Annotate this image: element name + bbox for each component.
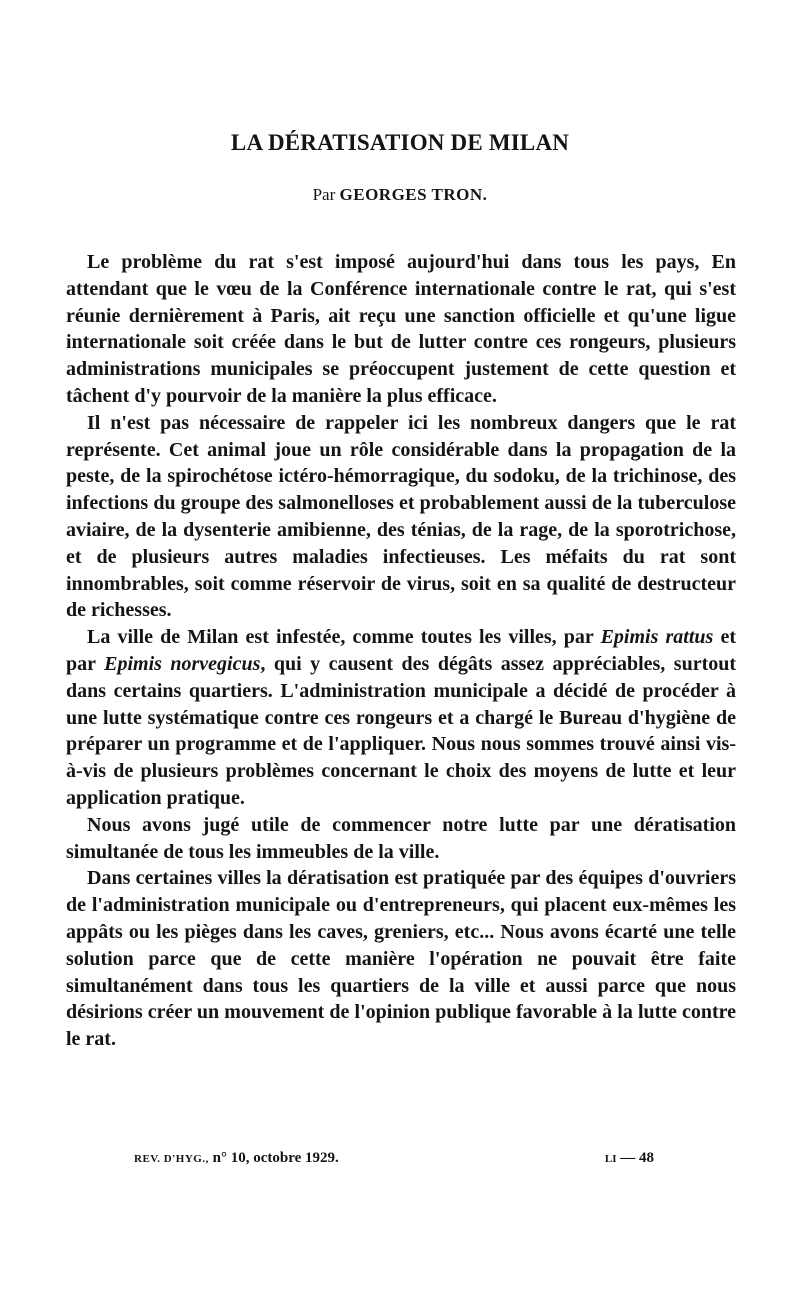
paragraph-3-text-c: , qui y causent des dégâts assez appréciables, surtout dans certains quartiers. L'administration municipale a décidé de procéder à une lutte systématique contre ces rongeurs et a chargé le Bureau d'hygiène de préparer un programme et de l'appliquer. Nous nous sommes trouvé ainsi vis-à-vis de plusieurs problèmes concernant le choix des moyens de lutte et leur application pratique.	[66, 652, 737, 809]
paragraph-4: Nous avons jugé utile de commencer notre lutte par une dératisation simultanée de tous les immeubles de la ville.	[66, 813, 736, 863]
journal-issue: n° 10, octobre 1929.	[212, 1150, 339, 1166]
sheet-signature	[605, 1150, 654, 1167]
paragraph-3-text-a: La ville de Milan est infestée, comme toutes les villes, par	[87, 626, 601, 649]
page-footer	[134, 1150, 654, 1167]
sheet-label: LI	[604, 1153, 617, 1165]
byline-prefix: Par	[312, 185, 336, 204]
paragraph-3-text-b: et par	[66, 626, 736, 675]
paragraph-2: Il n'est pas nécessaire de rappeler ici les nombreux dangers que le rat représente. Cet animal joue un rôle considérable dans la propagation de la peste, de la spirochétose ictéro-hémorragique, du sodoku, de la trichinose, des infections du groupe des salmonelloses et probablement aussi de la tuberculose aviaire, de la dysenterie amibienne, des ténias, de la rage, de la sporotrichose, et de plusieurs autres maladies infectieuses. Les méfaits du rat sont innombrables, soit comme réservoir de virus, soit en sa qualité de destructeur de richesses.	[66, 411, 736, 622]
journal-abbrev: REV. D'HYG.,	[134, 1153, 209, 1165]
sheet-dash: —	[620, 1150, 636, 1166]
paragraph-1: Le problème du rat s'est imposé aujourd'hui dans tous les pays, En attendant que le vœu de la Conférence internationale contre le rat, qui s'est réunie dernièrement à Paris, ait reçu une sanction officielle et qu'une ligue internationale soit créée dans le but de lutter contre ces rongeurs, plusieurs administrations municipales se préoccupent justement de cette question et tâchent d'y pourvoir de la manière la plus efficace.	[66, 251, 736, 407]
article-title: LA DÉRATISATION DE MILAN	[230, 130, 570, 155]
paragraph-5: Dans certaines villes la dératisation est pratiquée par des équipes d'ouvriers de l'administration municipale ou d'entrepreneurs, qui placent eux-mêmes les appâts ou les pièges dans les caves, greniers, etc... Nous avons écarté une telle solution parce que de cette manière l'opération ne pouvait être faite simultanément dans tous les quartiers de la ville et aussi parce que nous désirions créer un mouvement de l'opinion publique favorable à la lutte contre le rat.	[66, 867, 736, 1051]
article-body	[66, 249, 736, 1053]
paragraph-3	[66, 624, 736, 812]
author-name: GEORGES TRON.	[339, 185, 488, 204]
species-name-norvegicus: Epimis norvegicus	[104, 652, 261, 675]
species-name-rattus: Epimis rattus	[600, 626, 714, 649]
journal-reference	[134, 1150, 339, 1167]
byline	[0, 185, 800, 205]
sheet-number: 48	[639, 1150, 654, 1166]
